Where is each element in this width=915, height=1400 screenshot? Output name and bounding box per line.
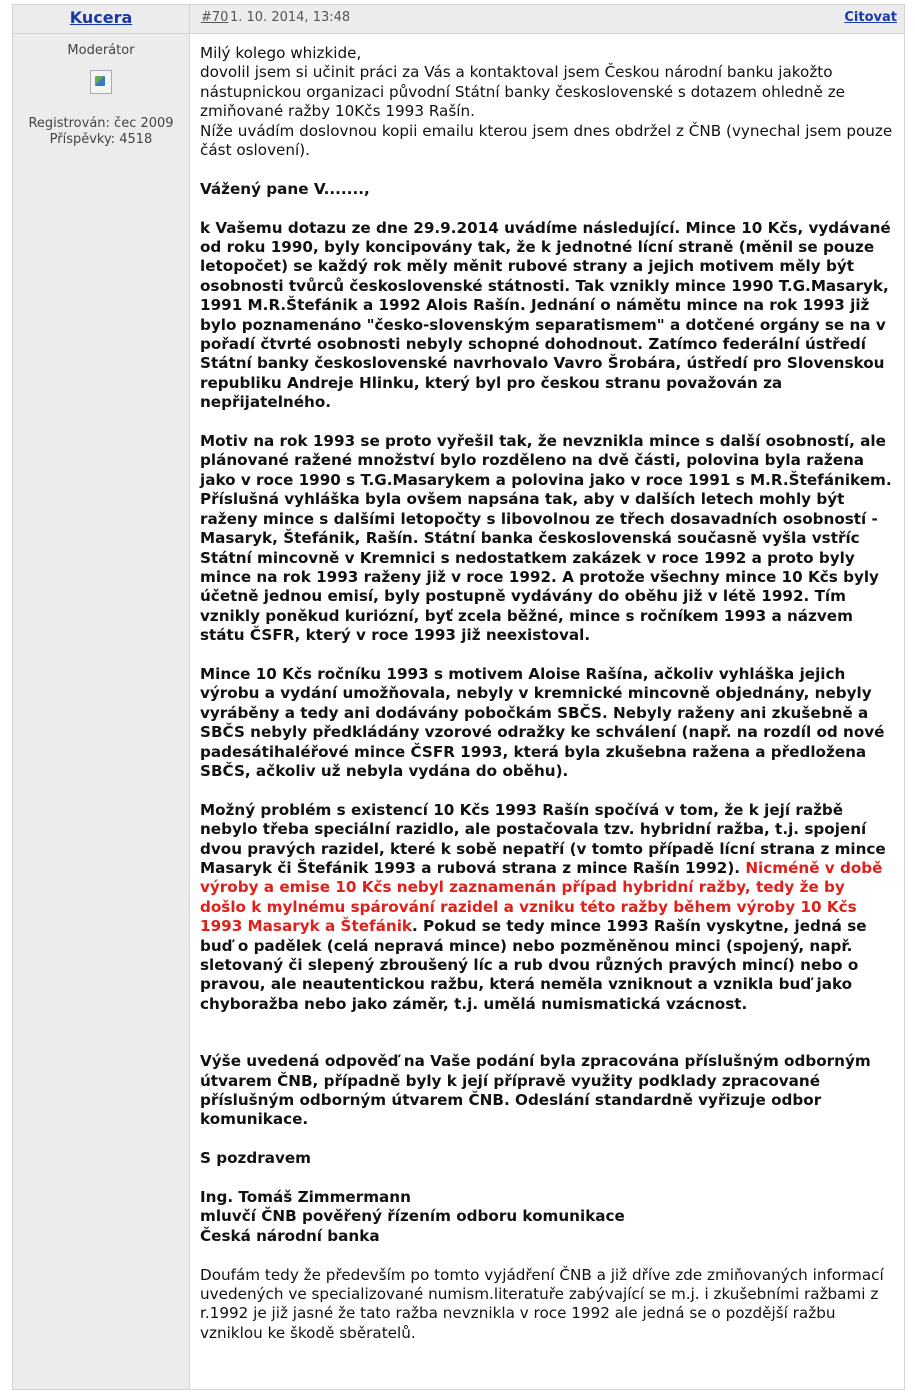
signature-org: Česká národní banka xyxy=(200,1226,380,1245)
email-paragraph: Motiv na rok 1993 se proto vyřešil tak, že nevznikla mince s další osobností, ale plánované ražené množství bylo rozděleno na dvě části, polovina byla ražena jako v roce 1990 s T.G.Masarykem a polovina jako v roce 1991 s M.R.Štefánikem. Příslušná vyhláška byla ovšem napsána tak, aby v dalších letech mohly být raženy mince s dalšími letopočty s libovolnou ze třech dosavadních osobností - Masaryk, Štefánik, Rašín. Státní banka československá současně vyšla vstříc Státní mincovně v Kremnici s nedostatkem zakázek v roce 1992 a proto byly mince na rok 1993 raženy již v roce 1992. A protože všechny mince 10 Kčs byly účetně jednou emisí, byly postupně vydávány do oběhu již v létě 1992. Tím vznikly poněkud kuriózní, byť zcela běžné, mince s ročníkem 1993 a názvem státu ČSFR, který v roce 1993 již neexistoval. xyxy=(200,432,892,645)
quote-button[interactable]: Citovat xyxy=(844,10,897,25)
email-paragraph xyxy=(200,801,896,1014)
author-registered: Registrován: čec 2009 xyxy=(28,116,174,131)
forum-post xyxy=(12,4,905,1390)
post-meta-header xyxy=(190,5,904,34)
intro-line: dovolil jsem si učinit práci za Vás a kontaktoval jsem Českou národní banku jakožto nástupnickou organizaci původní Státní banky československé s dotazem ohledně ze zmiňované ražby 10Kčs 1993 Rašín. xyxy=(200,63,846,121)
outro-paragraph: Doufám tedy že především po tomto vyjádření ČNB a již dříve zde zmiňovaných informací uvedených ve specializované numism.literatuře zabývající se m.j. i zkušebními ražbami z r.1992 je již jasné že tato ražba nevznikla v roce 1992 ale jedná se o pozdější ražbu vzniklou ke škodě sběratelů. xyxy=(200,1265,884,1342)
email-paragraph: Výše uvedená odpověď na Vaše podání byla zpracována příslušným odborným útvarem ČNB, případně byly k její přípravě využity podklady zpracované příslušným odborným útvarem ČNB. Odeslání standardně vyřizuje odbor komunikace. xyxy=(200,1052,871,1129)
email-paragraph: k Vašemu dotazu ze dne 29.9.2014 uvádíme následující. Mince 10 Kčs, vydávané od roku 1990, byly koncipovány tak, že k jednotné lícní straně (měnil se pouze letopočet) se každý rok měly měnit rubové strany a jejich motivem měly být osobnosti tvůrců československé státnosti. Tak vznikly mince 1990 T.G.Masaryk, 1991 M.R.Štefánik a 1992 Alois Rašín. Jednání o námětu mince na rok 1993 již bylo poznamenáno "česko-slovenským separatismem" a dotčené orgány se na v pořadí čtvrté osobnosti nebyly schopné dohodnout. Zatímco federální ústředí Státní banky československé navrhovalo Vavro Šrobára, ústředí pro Slovenskou republiku Andreje Hlinku, který byl pro českou stranu považován za nepřijatelného. xyxy=(200,218,891,412)
email-paragraph: Mince 10 Kčs ročníku 1993 s motivem Aloise Rašína, ačkoliv vyhláška jejich výrobu a vydání umožňovala, nebyly v kremnické mincovně objednány, nebyly vyráběny a tedy ani dodávány pobočkám SBČS. Nebyly raženy ani zkušebně a SBČS nebyly předkládány vzorové odražky ke schválení (např. na rozdíl od nové padesátihaléřové mince ČSFR 1993, která byla zkušebna ražena a předložena SBČS, ačkoliv už nebyla vydána do oběhu). xyxy=(200,664,885,780)
email-text: Možný problém s existencí 10 Kčs 1993 Rašín spočívá v tom, že k její ražbě nebylo třeba speciální razidlo, ale postačovala tzv. hybridní ražba, t.j. spojení dvou pravých razidel, které k sobě nepatří (v tomto případě lícní strana z mince Masaryk či Štefánik 1993 a rubová strana z mince Rašín 1992). xyxy=(200,800,886,877)
author-profile xyxy=(13,34,190,1389)
highlighted-text: Nicméně v době výroby a emise 10 Kčs nebyl zaznamenán případ hybridní ražby, tedy že by došlo k mylnému spárování razidel a vzniku této ražby během výroby 10 Kčs 1993 Masaryk a Štefánik xyxy=(200,858,883,936)
email-text: . Pokud se tedy mince 1993 Rašín vyskytne, jedná se buď o padělek (celá nepravá mince) nebo pozměněnou minci (spojený, např. sletovaný či slepený zbroušený líc a rub dvou různých pravých mincí) nebo o pravou, ale neautentickou ražbu, která neměla vzniknout a vznikla buď jako chyboražba nebo jako záměr, t.j. umělá numismatická vzácnost. xyxy=(200,917,867,1013)
intro-line: Milý kolego whizkide, xyxy=(200,44,362,62)
post-body xyxy=(190,34,904,1389)
author-post-count: Příspěvky: 4518 xyxy=(49,132,153,147)
post-number-link[interactable]: #70 xyxy=(201,10,229,25)
email-closing: S pozdravem xyxy=(200,1149,312,1168)
post-date: 1. 10. 2014, 13:48 xyxy=(230,10,351,25)
signature-role: mluvčí ČNB pověřený řízením odboru komunikace xyxy=(200,1207,625,1226)
intro-line: Níže uvádím doslovnou kopii emailu kterou jsem dnes obdržel z ČNB (vynechal jsem pouze část oslovení). xyxy=(200,121,893,160)
post-author-header xyxy=(13,5,190,34)
author-name-link[interactable]: Kucera xyxy=(69,8,133,27)
avatar-broken-image-icon xyxy=(90,70,112,94)
author-role: Moderátor xyxy=(67,43,135,58)
email-greeting: Vážený pane V......., xyxy=(200,179,370,198)
signature-name: Ing. Tomáš Zimmermann xyxy=(200,1188,411,1207)
